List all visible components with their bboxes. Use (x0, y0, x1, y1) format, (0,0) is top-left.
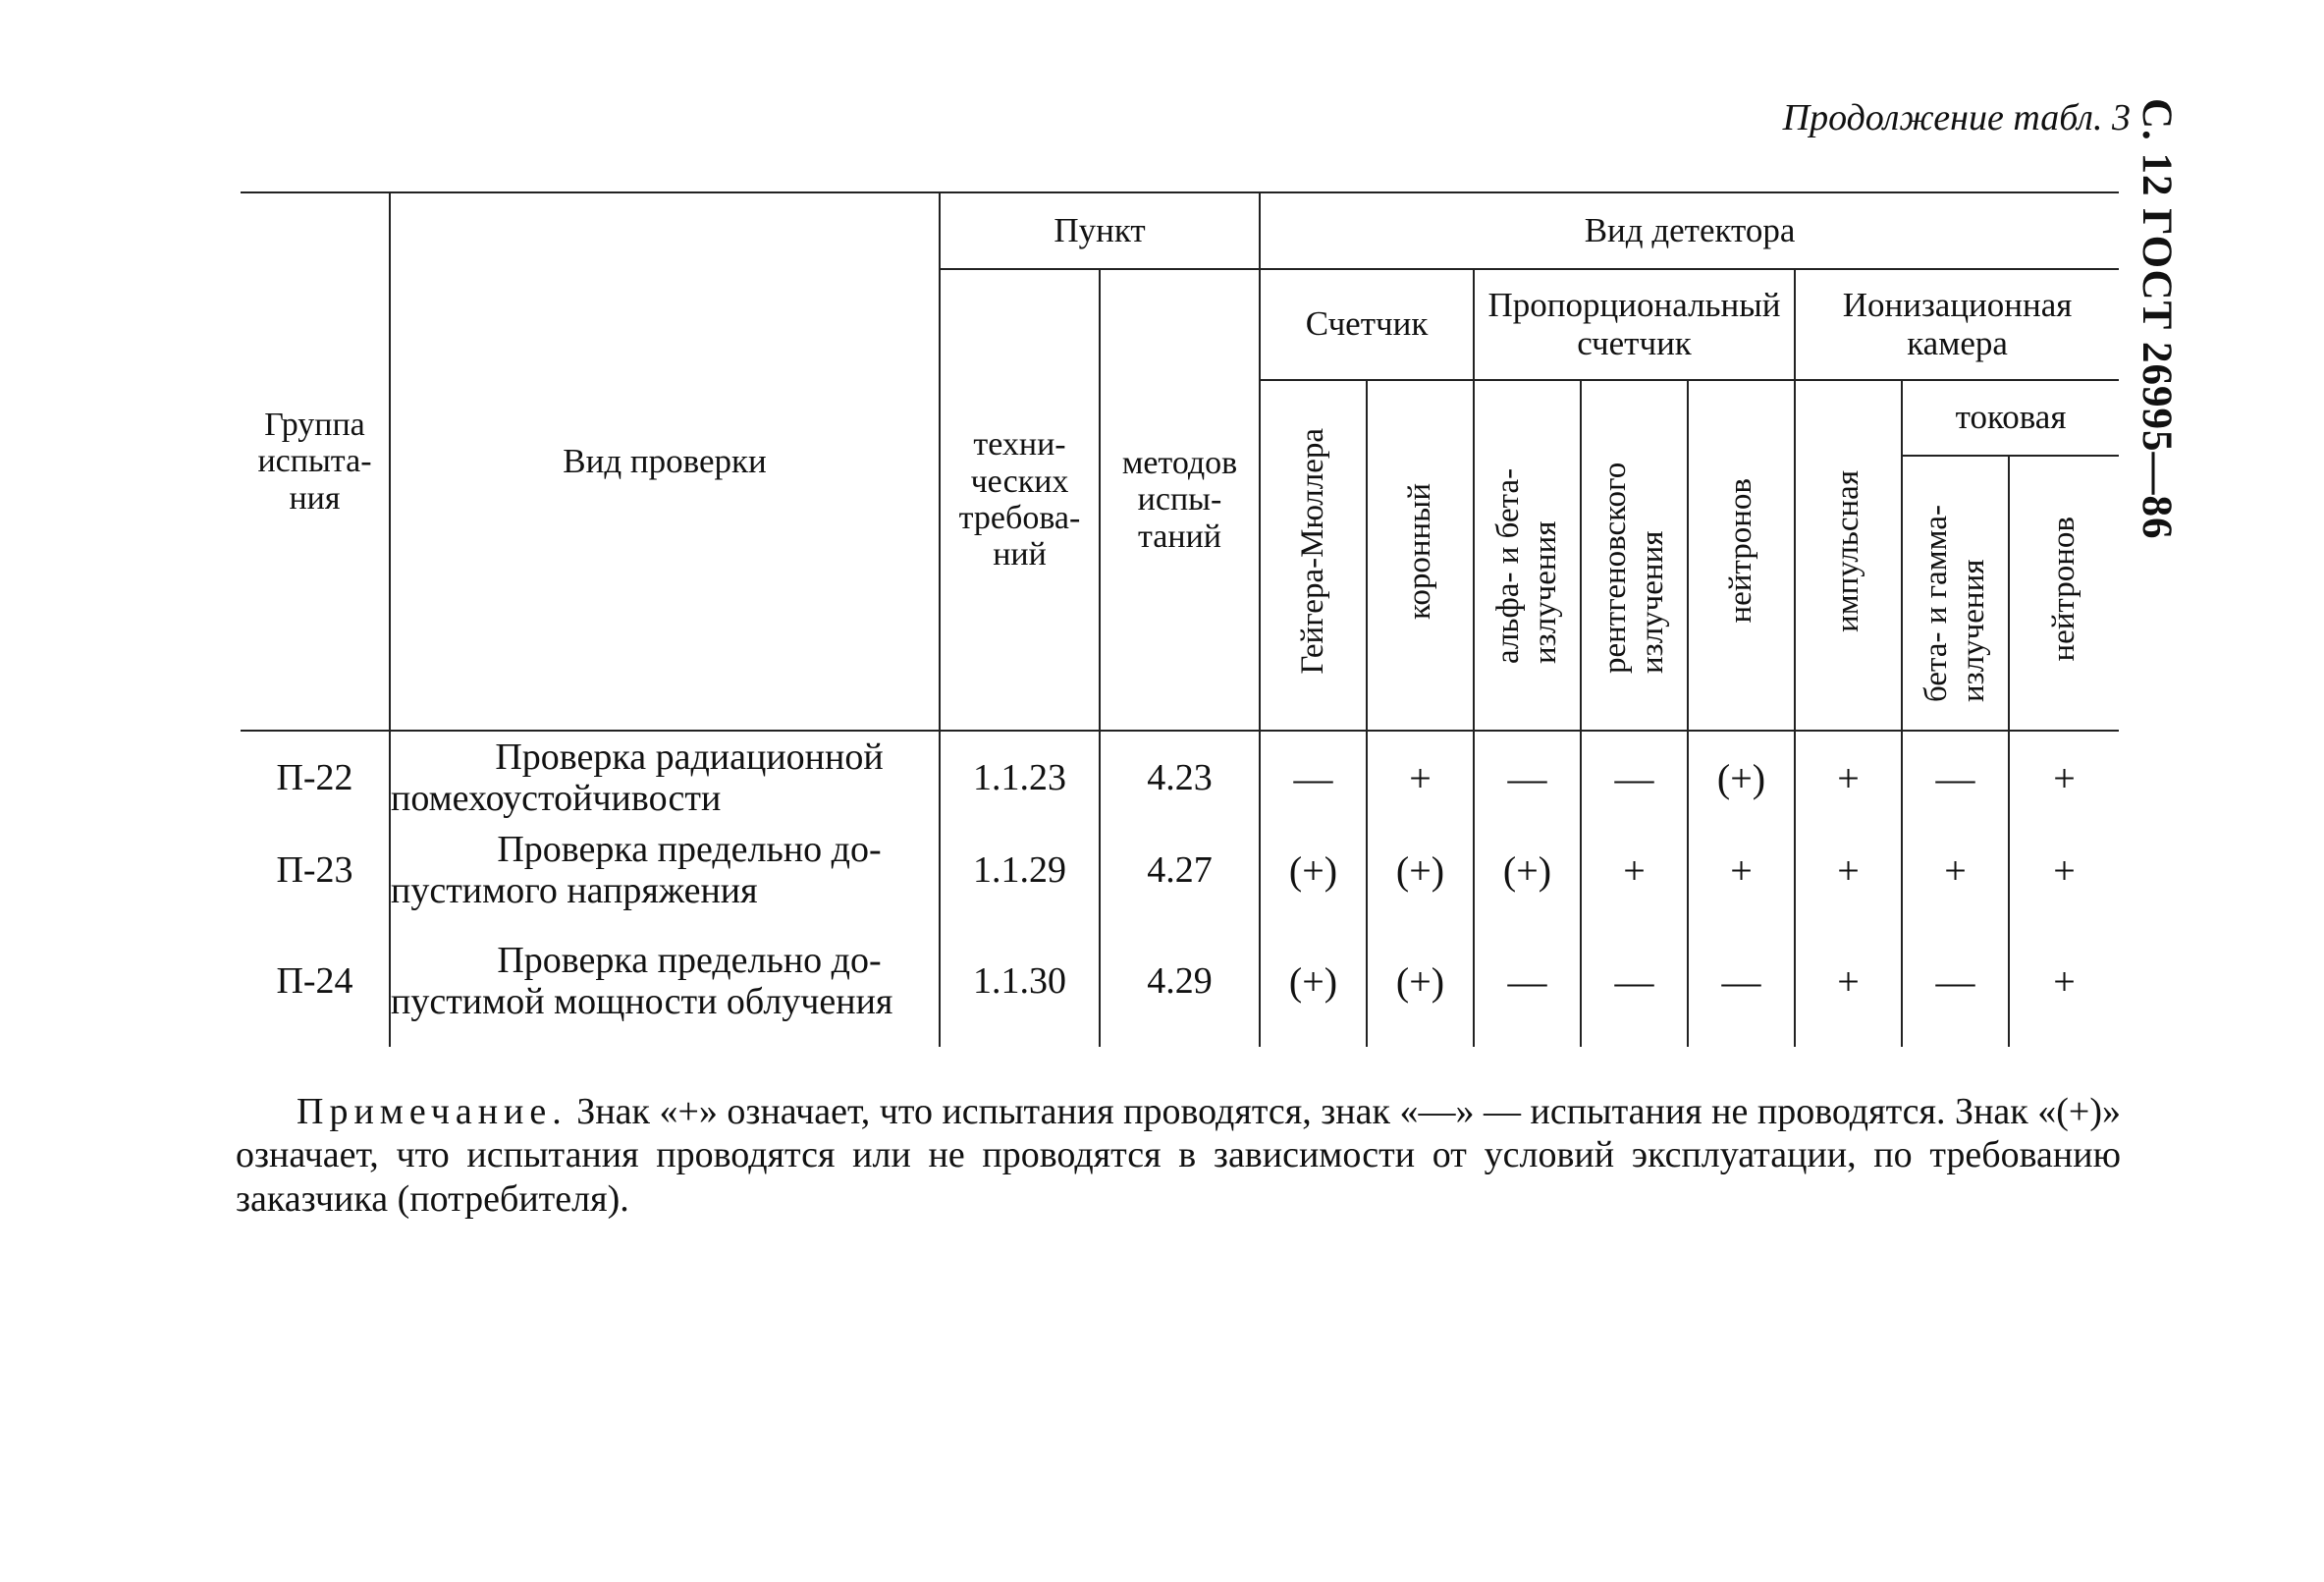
mark-cell: + (1795, 731, 1902, 825)
row-check (390, 917, 940, 1047)
test-table (241, 191, 2119, 1047)
row-method: 4.27 (1100, 825, 1260, 917)
mark-cell: + (1902, 825, 2009, 917)
header-detector-type: Вид детектора (1260, 192, 2119, 269)
header-group: Группа испытания (241, 192, 390, 731)
row-group: П-24 (241, 917, 390, 1047)
mark-cell: — (1474, 917, 1581, 1047)
mark-cell: + (1688, 825, 1795, 917)
mark-cell: — (1474, 731, 1581, 825)
mark-cell: (+) (1260, 825, 1367, 917)
mark-cell: (+) (1367, 917, 1474, 1047)
row-tech: 1.1.29 (940, 825, 1100, 917)
row-method: 4.29 (1100, 917, 1260, 1047)
header-ionization-chamber: Ионизационная камера (1795, 269, 2119, 380)
mark-cell: + (1795, 825, 1902, 917)
table-row (241, 731, 2119, 825)
header-corona (1367, 380, 1474, 731)
header-current: токовая (1902, 380, 2119, 456)
table-note (236, 1090, 2121, 1221)
alpha-beta-label: альфа- и бета-излучения (1489, 468, 1563, 665)
header-pulse (1795, 380, 1902, 731)
mark-cell: — (1581, 731, 1688, 825)
table-row (241, 825, 2119, 917)
header-neutrons-ion (2009, 456, 2119, 731)
corona-label: коронный (1401, 482, 1437, 620)
header-tech-requirements: технических требований (940, 269, 1100, 731)
neutrons-ion-label: нейтронов (2045, 516, 2081, 662)
mark-cell: + (2009, 917, 2119, 1047)
mark-cell: + (1795, 917, 1902, 1047)
row-check-text: Проверка предельно допустимой мощности облучения (391, 940, 893, 1022)
mark-cell: (+) (1474, 825, 1581, 917)
row-method: 4.23 (1100, 731, 1260, 825)
header-proportional-counter: Пропорциональный счетчик (1474, 269, 1795, 380)
mark-cell: + (2009, 731, 2119, 825)
pulse-label: импульсная (1829, 469, 1865, 632)
row-check-text: Проверка радиационной помехоустойчивости (391, 736, 884, 819)
mark-cell: — (1902, 917, 2009, 1047)
mark-cell: + (2009, 825, 2119, 917)
xray-label: рентгеновского излучения (1596, 463, 1670, 675)
mark-cell: + (1581, 825, 1688, 917)
header-alpha-beta (1474, 380, 1581, 731)
continuation-title: Продолжение табл. 3 (1782, 97, 2131, 138)
mark-cell: (+) (1260, 917, 1367, 1047)
row-check (390, 731, 940, 825)
header-punkt: Пункт (940, 192, 1260, 269)
row-check (390, 825, 940, 917)
page-side-header: С. 12 ГОСТ 26995—86 (2134, 98, 2180, 540)
row-group: П-22 (241, 731, 390, 825)
header-xray (1581, 380, 1688, 731)
neutrons-prop-label: нейтронов (1722, 478, 1758, 625)
row-tech: 1.1.23 (940, 731, 1100, 825)
mark-cell: — (1902, 731, 2009, 825)
header-geiger-muller (1260, 380, 1367, 731)
mark-cell: (+) (1688, 731, 1795, 825)
note-lead: Примечание. (297, 1091, 567, 1132)
geiger-muller-label: Гейгера-Мюллера (1294, 427, 1330, 675)
beta-gamma-label: бета- и гамма-излучения (1918, 504, 1991, 702)
mark-cell: — (1688, 917, 1795, 1047)
mark-cell: (+) (1367, 825, 1474, 917)
mark-cell: — (1260, 731, 1367, 825)
header-counter: Счетчик (1260, 269, 1474, 380)
header-beta-gamma (1902, 456, 2009, 731)
table-row (241, 917, 2119, 1047)
note-text: Знак «+» означает, что испытания проводятся, знак «—» — испытания не проводятся. Знак «(+)» означает, что испытания проводятся или не проводятся в зависимости от условий эксплуатации, по требованию заказчика (потребителя). (236, 1091, 2121, 1220)
row-group: П-23 (241, 825, 390, 917)
mark-cell: — (1581, 917, 1688, 1047)
header-check-type: Вид проверки (390, 192, 940, 731)
header-test-methods: методов испытаний (1100, 269, 1260, 731)
mark-cell: + (1367, 731, 1474, 825)
row-tech: 1.1.30 (940, 917, 1100, 1047)
header-neutrons-prop (1688, 380, 1795, 731)
row-check-text: Проверка предельно допустимого напряжения (391, 829, 882, 911)
